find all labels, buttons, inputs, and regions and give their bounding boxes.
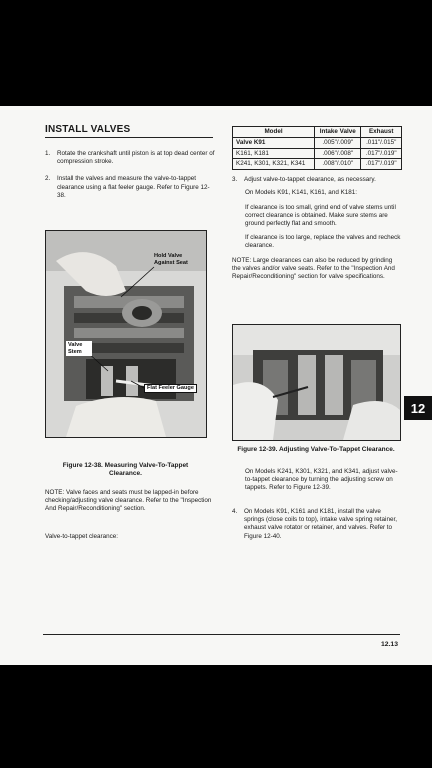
step-text: Adjust valve-to-tappet clearance, as necessary. <box>244 176 376 184</box>
figure-12-38-caption: Figure 12-38. Measuring Valve-To-Tappet Clearance. <box>62 462 189 477</box>
table-row <box>233 159 402 170</box>
note-large-clearance: NOTE: Large clearances can also be reduced by grinding the valves and/or valve seats. Refer to the "Inspection And Repair/Reconditioning" section for valve specifications. <box>232 256 395 281</box>
step-text: On Models K91, K161 and K181, install the valve springs (close coils to top), intake valve spring retainer, exhaust valve rotator or retainer, and valves. Refer to Figure 12-40. <box>244 508 397 540</box>
step3-models: On Models K91, K141, K161, and K181: <box>245 189 358 197</box>
left-column <box>45 124 217 209</box>
step3-small-clearance: If clearance is too small, grind end of valve stems until correct clearance is obtained. Make sure stems are ground perfectly flat and smooth. <box>245 203 396 227</box>
table-header-row <box>233 127 402 138</box>
page-number: 12.13 <box>380 641 398 648</box>
label-valve-stem: Valve Stem <box>66 341 92 356</box>
table-cell: .005"/.009" <box>315 137 361 148</box>
table-cell: K241, K301, K321, K341 <box>233 159 315 170</box>
table-header: Intake Valve <box>315 127 361 138</box>
step-2 <box>45 175 217 200</box>
step-text: Rotate the crankshaft until piston is at top dead center of compression stroke. <box>57 150 215 166</box>
step-4 <box>232 508 402 541</box>
section-title: INSTALL VALVES <box>45 124 213 138</box>
step-1 <box>45 150 217 166</box>
step-3 <box>232 176 402 184</box>
manual-page <box>0 106 432 665</box>
figure-12-39-caption: Figure 12-39. Adjusting Valve-To-Tappet Clearance. <box>237 446 395 453</box>
step3-large-clearance: If clearance is too large, replace the valves and recheck clearance. <box>245 234 401 250</box>
table-cell: .008"/.010" <box>315 159 361 170</box>
footer-rule <box>43 634 400 635</box>
figure-12-39-photo <box>232 324 401 441</box>
figure-12-38-photo <box>45 230 207 438</box>
table-cell: .017"/.019" <box>361 159 402 170</box>
label-flat-feeler-gauge: Flat Feeler Gauge <box>144 384 197 393</box>
table-cell: .017"/.019" <box>361 148 402 159</box>
adjusting-photo-illustration <box>233 325 400 440</box>
note-lapping: NOTE: Valve faces and seats must be lapped-in before checking/adjusting valve clearance. Refer to the "Inspection And Repair/Reconditioning" section. <box>45 489 212 513</box>
step-number: 2. <box>45 175 51 183</box>
right-column <box>232 126 402 287</box>
step-number: 1. <box>45 150 51 157</box>
clearance-intro: Valve-to-tappet clearance: <box>45 533 119 540</box>
step-text: Install the valves and measure the valve-to-tappet clearance using a flat feeler gauge. Refer to Figure 12-38. <box>57 175 210 199</box>
table-row <box>233 148 402 159</box>
clearance-spec-table <box>232 126 402 170</box>
step-number: 4. <box>232 508 238 515</box>
chapter-tab: 12 <box>404 396 432 420</box>
table-header: Model <box>233 127 315 138</box>
label-hold-valve: Hold Valve Against Seat <box>154 253 188 266</box>
table-cell: Valve K91 <box>233 137 315 148</box>
table-cell: K161, K181 <box>233 148 315 159</box>
table-cell: .006"/.008" <box>315 148 361 159</box>
table-cell: .011"/.015" <box>361 137 402 148</box>
table-row <box>233 137 402 148</box>
table-header: Exhaust <box>361 127 402 138</box>
step-number: 3. <box>232 176 238 184</box>
models-adjusting-screw: On Models K241, K301, K321, and K341, adjust valve-to-tappet clearance by turning the adjusting screw on tappets. Refer to Figure 12-39. <box>245 468 398 492</box>
